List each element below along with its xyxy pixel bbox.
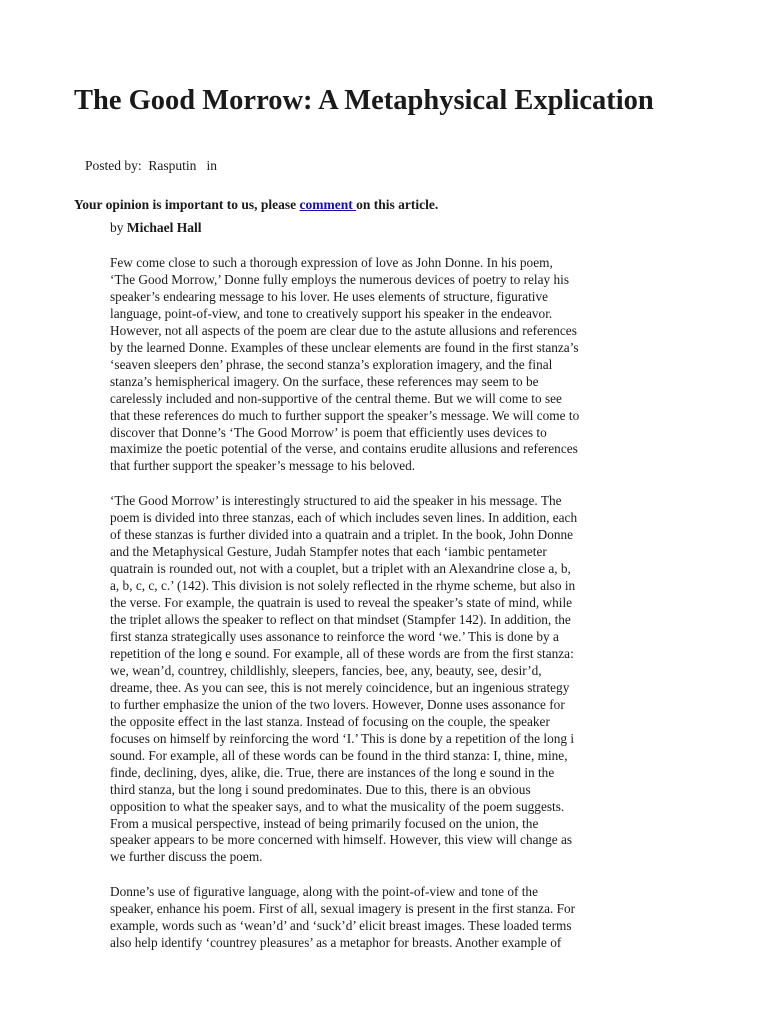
paragraph-line: focuses on himself by reinforcing the word ‘I.’ This is done by a repetition of the long i (110, 730, 575, 746)
article-title: The Good Morrow: A Metaphysical Explication (74, 85, 654, 116)
paragraph-line: opposition to what the speaker says, and to what the musicality of the poem suggests. (110, 798, 565, 814)
paragraph-line: Few come close to such a thorough expression of love as John Donne. In his poem, (110, 255, 553, 270)
paragraph-line: speaker’s endearing message to his lover. He uses elements of structure, figurative (110, 288, 549, 304)
paragraph-line: by the learned Donne. Examples of these unclear elements are found in the first stanza’s (110, 339, 579, 355)
paragraph-line: ‘seaven sleepers den’ phrase, the second stanza’s exploration imagery, and the final (110, 356, 553, 372)
paragraph-line: the opposite effect in the last stanza. Instead of focusing on the couple, the speaker (110, 713, 550, 729)
paragraph-line: quatrain is rounded out, not with a couplet, but a triplet with an Alexandrine close a, b, (110, 561, 571, 577)
paragraph-line: also help identify ‘countrey pleasures’ as a metaphor for breasts. Another example of (110, 935, 562, 951)
paragraph-line: we, wean’d, countrey, childlishly, sleepers, fancies, bee, any, beauty, see, desir’d, (110, 662, 542, 678)
paragraph-line: From a musical perspective, instead of being primarily focused on the union, the (110, 815, 539, 831)
paragraph-line: that these references do much to further support the speaker’s message. We will come to (110, 407, 580, 423)
paragraph-line: repetition of the long e sound. For example, all of these words are from the first stanza: (110, 645, 574, 661)
paragraph-line: ‘The Good Morrow,’ Donne fully employs the numerous devices of poetry to relay his (110, 271, 570, 287)
paragraph-line: the verse. For example, the quatrain is used to reveal the speaker’s state of mind, while (110, 595, 573, 611)
paragraph-line: third stanza, but the long i sound predominates. Due to this, there is an obvious (110, 781, 531, 797)
article-byline: Posted by: Rasputin in (85, 158, 218, 173)
paragraph-line: ‘The Good Morrow’ is interestingly structured to aid the speaker in his message. The (110, 493, 562, 509)
paragraph-line: that further support the speaker’s message to his beloved. (110, 458, 416, 474)
paragraph-line: maximize the poetic potential of the verse, and contains erudite allusions and references (110, 441, 578, 457)
comment-notice (74, 197, 438, 213)
article-paragraph (110, 255, 630, 475)
paragraph-line: sound. For example, all of these words can be found in the third stanza: I, thine, mine, (110, 747, 568, 763)
paragraph-line: stanza’s hemispherical imagery. On the surface, these references may seem to be (110, 373, 539, 389)
paragraph-line: a, b, c, c, c.’ (142). This division is not solely reflected in the rhyme scheme, but also in (110, 578, 576, 594)
author-name: Michael Hall (126, 220, 202, 235)
author-line (110, 220, 202, 236)
comment-notice-prefix: Your opinion is important to us, please (74, 197, 300, 212)
paragraph-line: the triplet allows the speaker to reflect on that mindset (Stampfer 142). In addition, the (110, 612, 571, 628)
comment-link[interactable]: comment (299, 197, 357, 212)
paragraph-line: discover that Donne’s ‘The Good Morrow’ is poem that efficiently uses devices to (110, 424, 547, 440)
comment-notice-suffix: on this article. (356, 197, 439, 212)
paragraph-line: However, not all aspects of the poem are clear due to the astute allusions and references (110, 322, 577, 338)
paragraph-line: carelessly included and non-supportive of the central theme. But we will come to see (110, 390, 562, 406)
article-paragraph (110, 493, 630, 866)
paragraph-line: to further emphasize the union of the two lovers. However, Donne uses assonance for (110, 696, 565, 712)
article-body (110, 255, 630, 970)
paragraph-line: we further discuss the poem. (110, 849, 263, 865)
paragraph-line: and the Metaphysical Gesture, Judah Stampfer notes that each ‘iambic pentameter (110, 544, 547, 560)
paragraph-line: speaker appears to be more concerned with himself. However, this view will change as (110, 832, 573, 848)
article-paragraph (110, 884, 630, 952)
paragraph-line: language, point-of-view, and tone to creatively support his speaker in the endeavor. (110, 305, 553, 321)
paragraph-line: Donne’s use of figurative language, along with the point-of-view and tone of the (110, 884, 538, 900)
paragraph-line: speaker, enhance his poem. First of all, sexual imagery is present in the first stanza. For (110, 901, 576, 917)
paragraph-line: first stanza strategically uses assonance to reinforce the word ‘we.’ This is done by a (110, 629, 559, 645)
author-prefix: by (110, 220, 127, 235)
paragraph-line: example, words such as ‘wean’d’ and ‘suck’d’ elicit breast images. These loaded terms (110, 918, 572, 934)
paragraph-line: dreame, thee. As you can see, this is not merely coincidence, but an ingenious strategy (110, 679, 570, 695)
paragraph-line: poem is divided into three stanzas, each of which includes seven lines. In addition, each (110, 510, 578, 526)
paragraph-line: of these stanzas is further divided into a quatrain and a triplet. In the book, John Donne (110, 527, 574, 543)
paragraph-line: finde, declining, dyes, alike, die. True, there are instances of the long e sound in the (110, 764, 555, 780)
